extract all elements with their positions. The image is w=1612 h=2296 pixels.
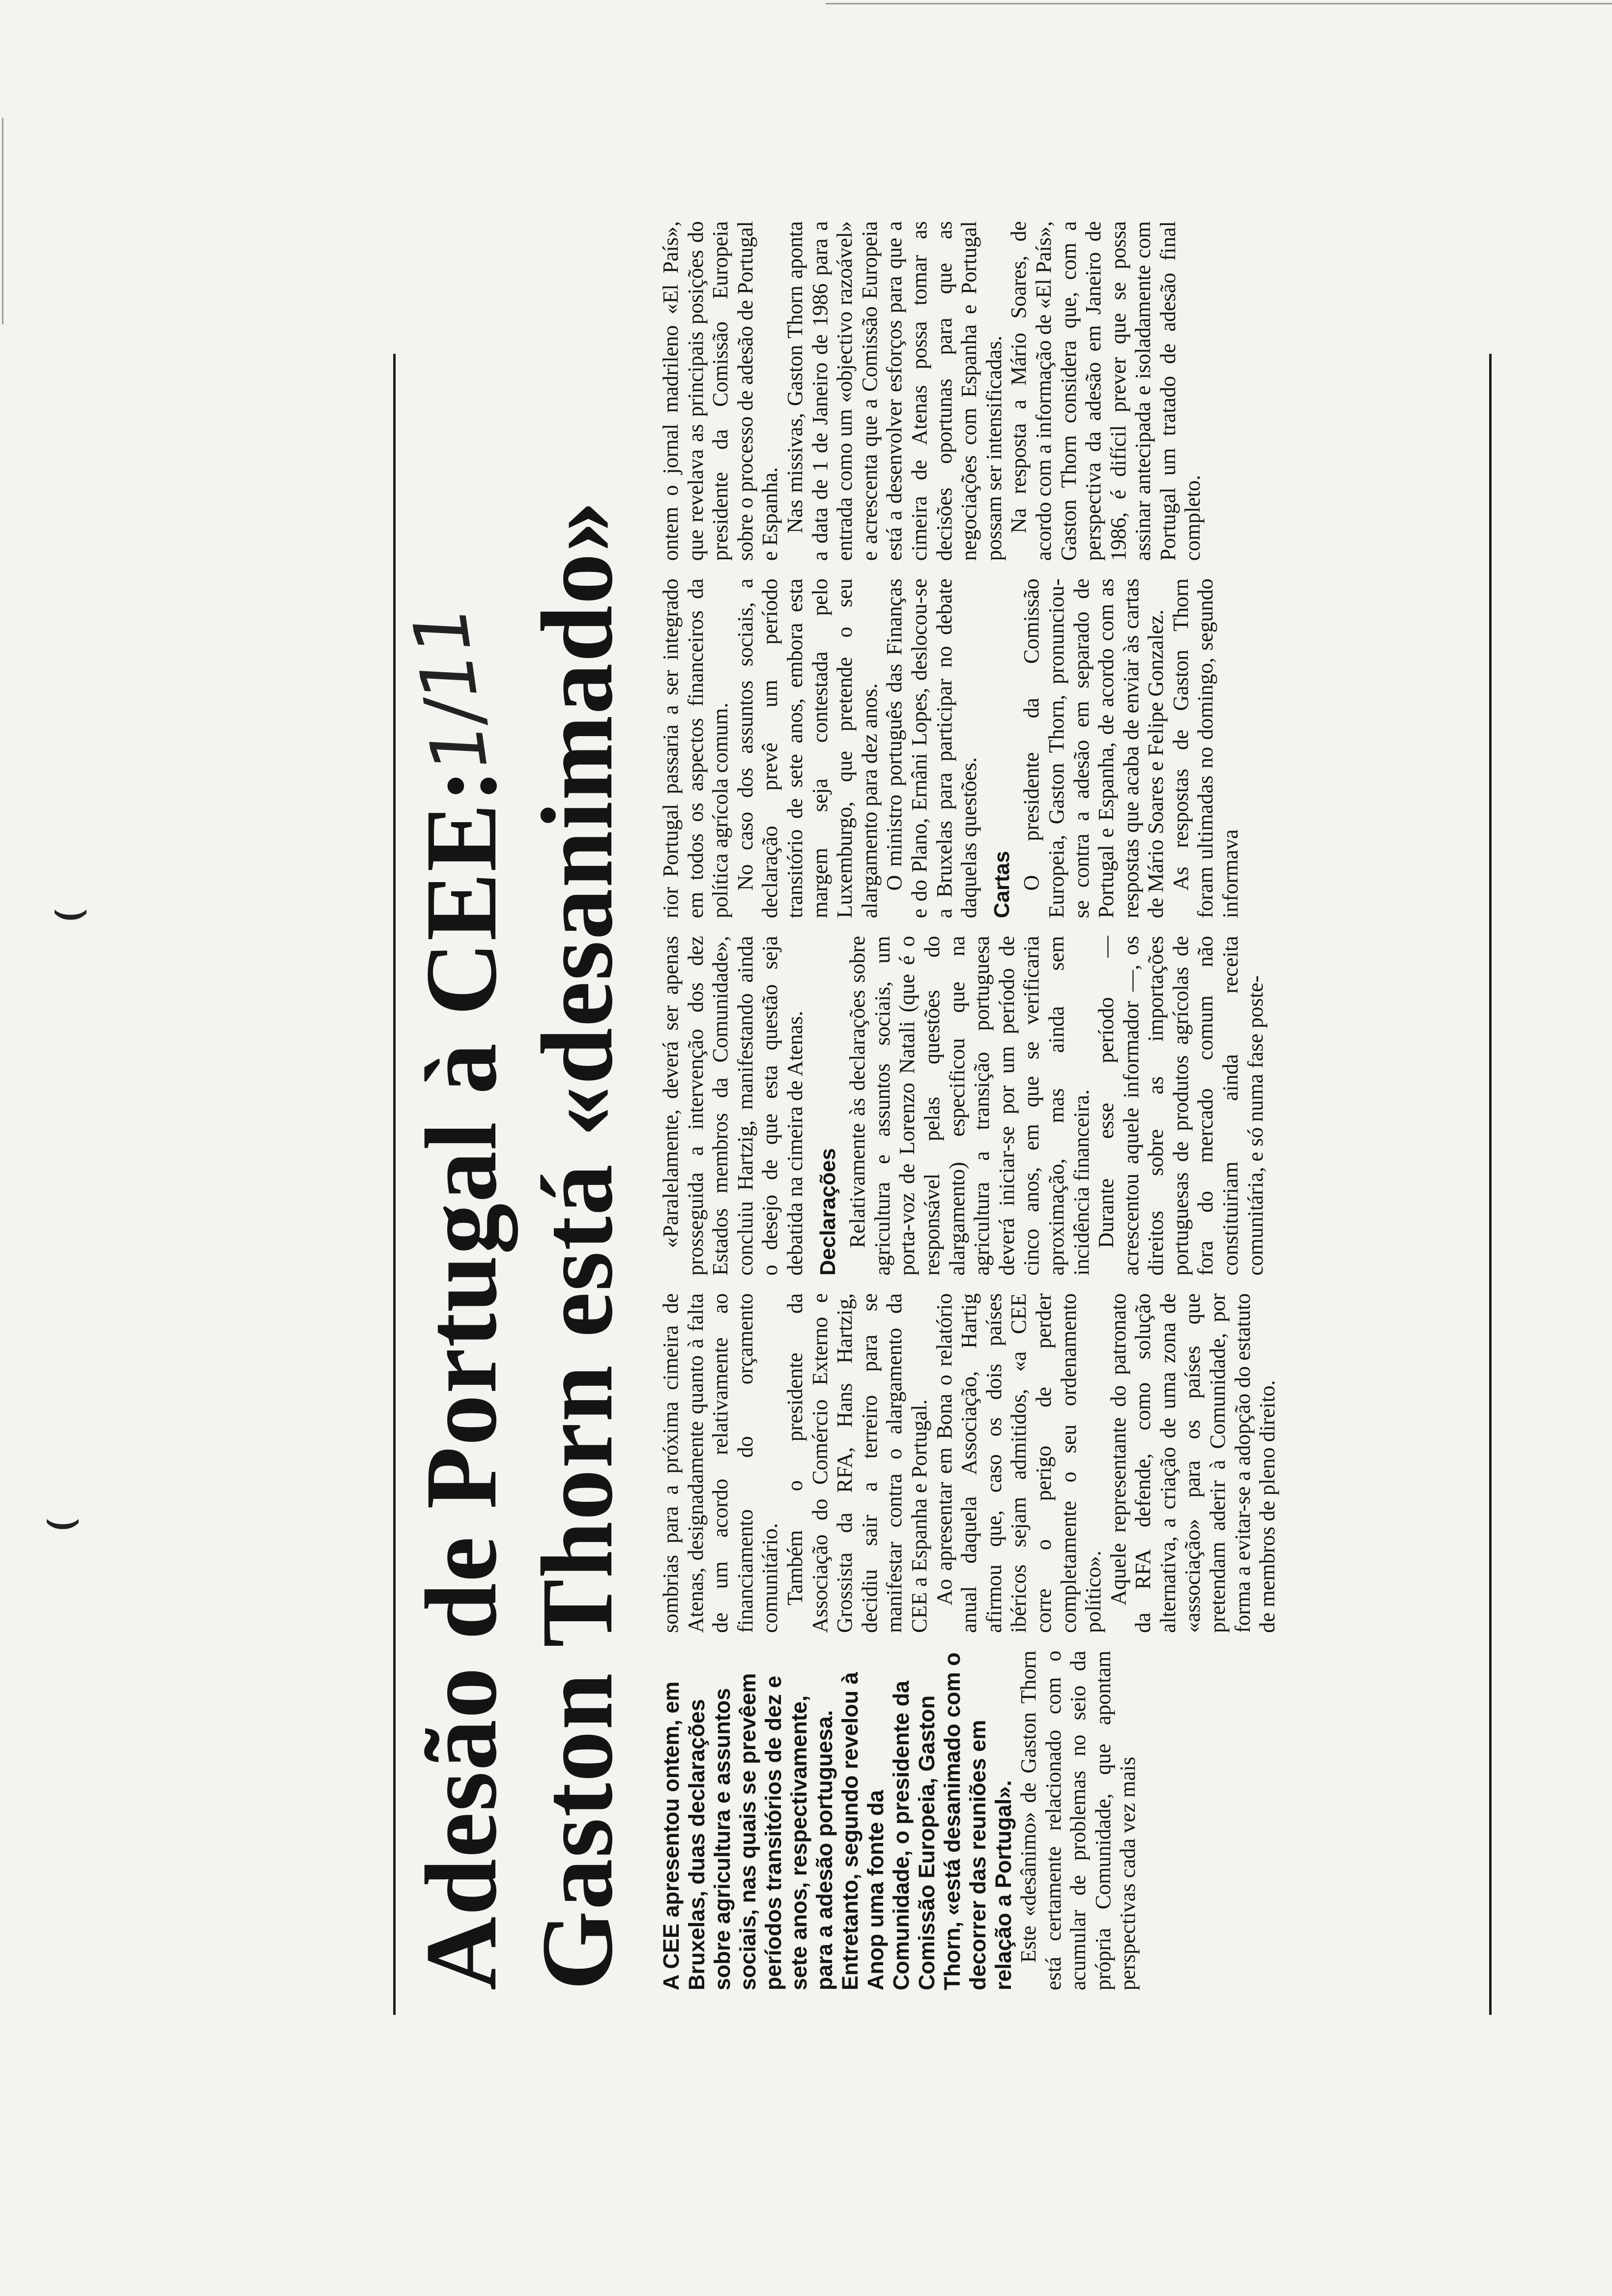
column-4 [659,578,1440,918]
paragraph: ontem o jornal madrileno «El País», que revelava as principais posições do presidente da Comissão Europeia sobre o processo de adesão de Portugal e Espanha. [659,221,782,561]
column-rule-bottom [393,354,396,2015]
paragraph: Este «desânimo» de Gaston Thorn está certamente relacionado com o acumular de problemas no seio da própria Comunidade, que apontam perspectivas cada vez mais [1016,1650,1140,1990]
margin-mark-upper: ⌣ [51,875,90,943]
headline-line-1: Adesão de Portugal à CEE: [404,767,518,1990]
paragraph: Aquele representante do patronato da RFA defende, como solução alternativa, a criação de uma zona de «associação» para os países que pretendam aderir à Comunidade, por forma a evitar-se a adopção do estatuto de membros de pleno direito. [1106,1293,1280,1633]
paragraph: O ministro português das Finanças e do Plano, Ernâni Lopes, deslocou-se a Bruxelas para participar no debate daquelas questões. [882,578,981,918]
column-1 [659,1651,1440,1990]
lead-paragraph: A CEE apresentou ontem, em Bruxelas, duas declarações sobre agricultura e assuntos sociais, nas quais se prevêem períodos transitórios de dez e sete anos, respectivamente, para a adesão portuguesa. Entretanto, segundo revelou à Anop uma fonte da Comunidade, o presidente da Comissão Europeia, Gaston Thorn, «está desanimado com o decorrer das reuniões em relação a Portugal». [659,1652,1016,1990]
column-3 [659,936,1440,1275]
paragraph: Relativamente às declarações sobre agricultura e assuntos sociais, um porta-voz de Lorenzo Natali (que é o responsável pelas questões do alargamento) especificou que na agricultura a transição portuguesa deverá iniciar-se por um período de cinco anos, em que se verificaria aproximação, mas ainda sem incidência financeira. [845,936,1094,1276]
headline [403,221,635,1990]
column-5 [659,221,1440,561]
paragraph: rior Portugal passaria a ser integrado em todos os aspectos financeiros da política agrícola comum. [659,578,733,918]
subheading-cartas: Cartas [989,851,1014,918]
scan-edge-top [826,3,1612,4]
paragraph: O presidente da Comissão Europeia, Gaston Thorn, pronunciou-se contra a adesão em separado de Portugal e Espanha, de acordo com as respostas que acaba de enviar às cartas de Mário Soares e Felipe Gonzalez. [1019,578,1168,918]
newspaper-clipping [397,221,1465,1990]
article-body [659,221,1440,1990]
paragraph: «Paralelamente, deverá ser apenas prosseguida a intervenção dos dez Estados membros da Comunidade», concluiu Hartzig, manifestando ainda o desejo de que esta questão seja debatida na cimeira de Atenas. [659,936,807,1276]
subheading-declaracoes: Declarações [815,1148,840,1276]
paragraph: As respostas de Gaston Thorn foram ultimadas no domingo, segundo informava [1168,578,1243,918]
scan-edge-left [2,118,3,324]
paragraph: Ao apresentar em Bona o relatório anual daquela Associação, Hartig afirmou que, caso os dois países ibéricos sejam admitidos, «a CEE corre o perigo de perder completamente o seu ordenamento político». [932,1293,1106,1633]
column-2 [659,1293,1440,1633]
paragraph: Nas missivas, Gaston Thorn aponta a data de 1 de Janeiro de 1986 para a entrada como um «objectivo razoável» e acrescenta que a Comissão Europeia está a desenvolver esforços para que a cimeira de Atenas possa tomar as decisões oportunas para que as negociações com Espanha e Portugal possam ser intensificadas. [782,221,1006,561]
headline-line-2: Gaston Thorn está «desanimado» [520,500,633,1990]
paragraph: Na resposta a Mário Soares, de acordo com a informação de «El País», Gaston Thorn considera que, com a perspectiva da adesão em Janeiro de 1986, é difícil prever que se possa assinar antecipada e isoladamente com Portugal um tratado de adesão final completo. [1007,221,1205,561]
margin-mark-lower: ⌣ [43,1484,82,1552]
paragraph: No caso dos assuntos sociais, a declaração prevê um período transitório de sete anos, embora esta margem seja contestada pelo Luxemburgo, que pretende o seu alargamento para dez anos. [733,578,882,918]
column-rule-top [1489,354,1492,2015]
paragraph: sombrias para a próxima cimeira de Atenas, designadamente quanto à falta de um acordo relativamente ao financiamento do orçamento comunitário. [659,1293,782,1633]
handwritten-annotation: 1/11 [397,601,505,777]
paragraph: Também o presidente da Associação do Comércio Externo e Grossista da RFA, Hans Hartzig, decidiu sair a terreiro para se manifestar contra o alargamento da CEE a Espanha e Portugal. [782,1293,931,1633]
paragraph: Durante esse período — acrescentou aquele informador —, os direitos sobre as importações portuguesas de produtos agrícolas de fora do mercado comum não constituiriam ainda receita comunitária, e só numa fase poste- [1094,936,1267,1276]
